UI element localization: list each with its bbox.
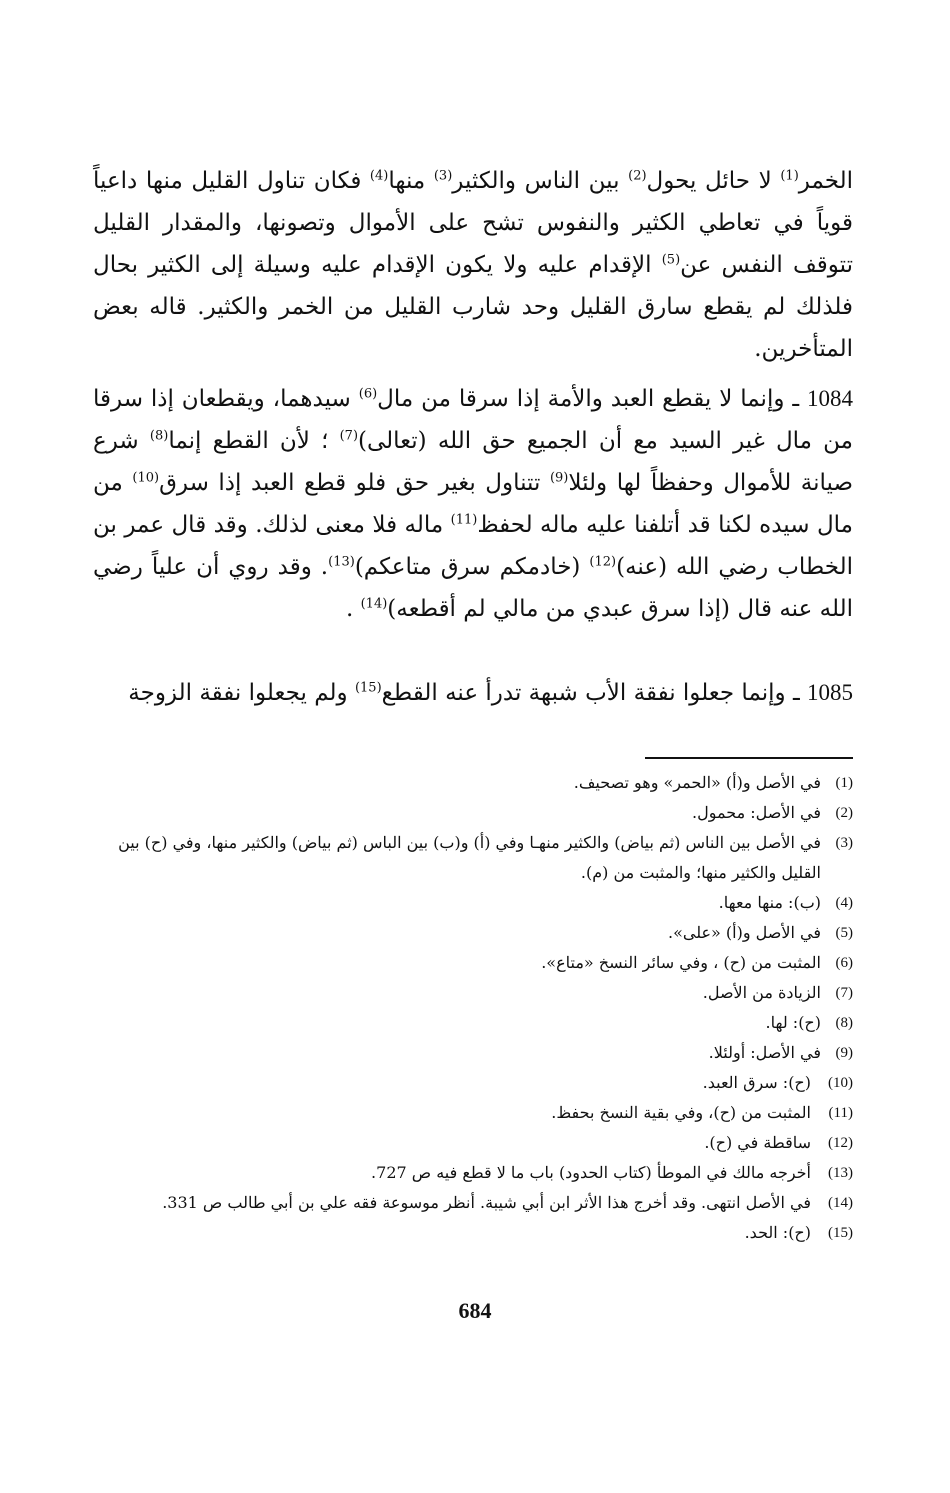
footnote-number: (14) xyxy=(828,1195,853,1211)
text-run: فكان تناول القليل منها داعياً قوياً في تعاطي الكثير والنفوس تشح على الأموال وتصونها، والمقدار القليل تتوقف النفس عن xyxy=(93,168,853,278)
footnote-number: (4) xyxy=(835,895,853,911)
footnote-item xyxy=(93,978,853,1008)
footnote-item xyxy=(93,768,853,798)
footnote-ref: (3) xyxy=(433,168,453,184)
footnote-number: (9) xyxy=(835,1045,853,1061)
footnote-item xyxy=(93,888,853,918)
text-run: ولم يجعلوا نفقة الزوجة xyxy=(128,680,355,706)
text-run: ـ وإنما جعلوا نفقة الأب شبهة تدرأ عنه القطع xyxy=(381,680,807,706)
text-run: بين الناس والكثير xyxy=(452,168,629,194)
paragraph-1084 xyxy=(93,378,853,630)
footnote-number: (11) xyxy=(828,1105,853,1121)
footnote-ref: (5) xyxy=(661,252,681,268)
footnote-text: في الأصل و(أ) «على». xyxy=(667,923,821,942)
footnote-text: الزيادة من الأصل. xyxy=(702,983,821,1002)
footnote-ref: (6) xyxy=(358,386,378,402)
footnote-number: (12) xyxy=(828,1135,853,1151)
footnotes-list xyxy=(93,768,853,1248)
footnote-number: (6) xyxy=(835,955,853,971)
footnote-item xyxy=(93,918,853,948)
paragraph-number: 1085 xyxy=(807,680,853,705)
footnote-number: (1) xyxy=(835,775,853,791)
footnote-item xyxy=(93,1068,853,1098)
text-run: . وقد روي أن علياً رضي الله عنه قال (إذا سرق عبدي من مالي لم أقطعه) xyxy=(93,554,853,622)
footnote-ref: (1) xyxy=(780,168,799,184)
footnote-item xyxy=(93,828,853,888)
text-run: الإقدام عليه ولا يكون الإقدام عليه وسيلة إلى الكثير بحال فلذلك لم يقطع سارق القليل وحد شارب القليل من الخمر والكثير. قاله بعض المتأخرين. xyxy=(93,252,853,362)
text-run: الخمر xyxy=(798,168,854,194)
footnote-text: ساقطة في (ح). xyxy=(704,1133,811,1152)
text-run: منها xyxy=(388,168,434,194)
text-run: (خادمكم سرق متاعكم) xyxy=(354,554,590,580)
text-run: تتناول بغير حق فلو قطع العبد إذا سرق xyxy=(159,470,550,496)
page-number: 684 xyxy=(458,1298,492,1323)
footnote-item xyxy=(93,948,853,978)
footnote-ref: (11) xyxy=(450,512,478,528)
footnote-ref: (10) xyxy=(132,470,160,486)
footnote-text: (ح): سرق العبد. xyxy=(702,1073,811,1092)
text-run: شرع صيانة للأموال وحفظاً لها ولئلا xyxy=(93,428,853,496)
text-run: ماله فلا معنى لذلك. وقد قال عمر بن الخطاب رضي الله (عنه) xyxy=(93,512,853,580)
footnote-text: أخرجه مالك في الموطأ (كتاب الحدود) باب ما لا قطع فيه ص 727. xyxy=(371,1163,811,1182)
paragraph-1085 xyxy=(93,672,853,714)
footnote-text: في الأصل انتهى. وقد أخرج هذا الأثر ابن أبي شيبة. أنظر موسوعة فقه علي بن أبي طالب ص 331. xyxy=(162,1193,811,1212)
footnote-ref: (2) xyxy=(628,168,647,184)
footnote-number: (3) xyxy=(835,835,853,851)
text-run: ـ وإنما لا يقطع العبد والأمة إذا سرقا من مال xyxy=(377,386,807,412)
footnote-ref: (7) xyxy=(339,428,359,444)
footnote-number: (7) xyxy=(835,985,853,1001)
footnote-number: (13) xyxy=(828,1165,853,1181)
footnote-item xyxy=(93,1008,853,1038)
footnote-ref: (13) xyxy=(328,554,355,570)
footnote-ref: (12) xyxy=(589,554,617,570)
footnote-ref: (8) xyxy=(149,428,169,444)
footnote-text: (ح): الحد. xyxy=(744,1223,811,1242)
footnote-item xyxy=(93,1218,853,1248)
footnote-text: (ح): لها. xyxy=(765,1013,821,1032)
footnote-text: المثبت من (ح) ، وفي سائر النسخ «متاع». xyxy=(541,953,821,972)
footnote-number: (2) xyxy=(835,805,853,821)
footnote-text: في الأصل: محمول. xyxy=(692,803,821,822)
footnote-ref: (9) xyxy=(549,470,569,486)
footnote-item xyxy=(93,1038,853,1068)
footnote-text: المثبت من (ح)، وفي بقية النسخ بحفظ. xyxy=(551,1103,811,1122)
footnote-ref: (14) xyxy=(360,596,388,612)
footnote-item xyxy=(93,1098,853,1128)
paragraph-continuation xyxy=(93,160,853,370)
footnote-item xyxy=(93,1188,853,1218)
footnote-number: (15) xyxy=(828,1225,853,1241)
paragraph-number: 1084 xyxy=(806,386,853,411)
footnote-item xyxy=(93,798,853,828)
footnote-number: (5) xyxy=(835,925,853,941)
footnote-ref: (4) xyxy=(369,168,389,184)
footnote-text: في الأصل بين الناس (ثم بياض) والكثير منهـا وفي (أ) و(ب) بين الباس (ثم بياض) والكثير منها، وفي (ح) بين القليل والكثير منها؛ والمثبت من (م). xyxy=(118,833,821,882)
footnote-text: في الأصل: أولئلا. xyxy=(708,1043,821,1062)
footnote-item xyxy=(93,1158,853,1188)
text-run: ؛ لأن القطع إنما xyxy=(168,428,340,454)
text-run: لا حائل يحول xyxy=(646,168,781,194)
footnote-item xyxy=(93,1128,853,1158)
footnote-divider xyxy=(645,757,853,759)
text-run: . xyxy=(345,596,361,622)
footnote-text: (ب): منها معها. xyxy=(718,893,821,912)
text-run: سيدهما، ويقطعان إذا سرقا من مال غير السيد مع أن الجميع حق الله (تعالى) xyxy=(93,386,853,454)
footnote-number: (10) xyxy=(828,1075,853,1091)
footnote-text: في الأصل و(أ) «الحمر» وهو تصحيف. xyxy=(573,773,821,792)
text-run: من مال سيده لكنا قد أتلفنا عليه ماله لحفظ xyxy=(93,470,853,538)
footnote-ref: (15) xyxy=(354,680,382,696)
footnote-number: (8) xyxy=(835,1015,853,1031)
